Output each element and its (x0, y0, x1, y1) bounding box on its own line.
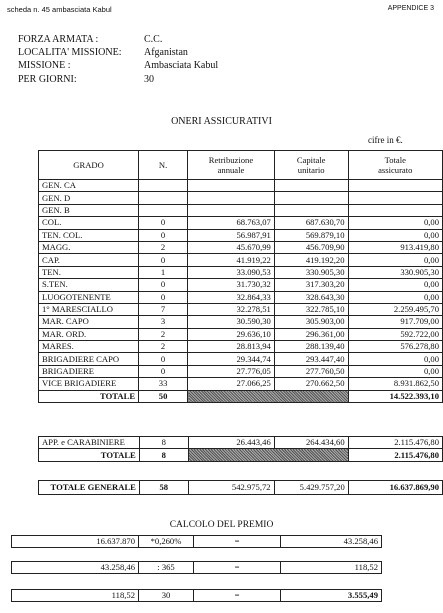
capital-cell: 277.760,50 (274, 365, 348, 377)
info-label-localita: LOCALITA' MISSIONE: (18, 47, 122, 58)
grand-total-table (38, 480, 443, 495)
table-row (39, 204, 443, 216)
premium-row-2 (11, 561, 382, 574)
retribution-cell: 41.919,22 (188, 254, 275, 266)
grand-total-row (39, 481, 443, 495)
n-cell: 2 (139, 341, 188, 353)
table-row (39, 328, 443, 340)
section-title: ONERI ASSICURATIVI (171, 116, 272, 127)
grade-cell: BRIGADIERE CAPO (39, 353, 139, 365)
total-cell: 0,00 (348, 229, 443, 241)
info-value-giorni: 30 (144, 74, 154, 85)
grade-cell: VICE BRIGADIERE (39, 378, 139, 390)
totale-amount: 14.522.393,10 (348, 390, 443, 402)
n-cell: 0 (139, 254, 188, 266)
retribution-cell: 32.864,33 (188, 291, 275, 303)
grand-total-label: TOTALE GENERALE (39, 481, 140, 495)
total-cell: 0,00 (348, 254, 443, 266)
premium-annual: 43.258,46 (12, 562, 139, 574)
capital-cell: 264.434,60 (274, 437, 348, 449)
total-cell: 2.115.476,80 (348, 437, 442, 449)
grade-cell: MAGG. (39, 241, 139, 253)
retribution-cell: 27.776,05 (188, 365, 275, 377)
totale-row (39, 390, 443, 402)
total-cell (348, 192, 443, 204)
premium-total: 3.555,49 (281, 590, 382, 602)
capital-cell: 687.630,70 (274, 217, 348, 229)
n-cell: 2 (139, 328, 188, 340)
insurance-table (38, 150, 443, 403)
total-cell: 917.709,00 (348, 316, 443, 328)
table-row (39, 437, 443, 449)
capital-cell: 270.662,50 (274, 378, 348, 390)
grand-total-n: 58 (139, 481, 188, 495)
table-row (39, 279, 443, 291)
table-row (39, 291, 443, 303)
totale-amount: 2.115.476,80 (348, 449, 442, 461)
total-cell: 0,00 (348, 217, 443, 229)
total-cell: 8.931.862,50 (348, 378, 443, 390)
capital-cell: 317.303,20 (274, 279, 348, 291)
total-cell: 2.259.495,70 (348, 303, 443, 315)
carabinieri-table (38, 436, 443, 462)
grade-cell: 1° MARESCIALLO (39, 303, 139, 315)
table-row (39, 341, 443, 353)
total-cell: 330.905,30 (348, 266, 443, 278)
retribution-cell (188, 180, 275, 192)
grade-cell: BRIGADIERE (39, 365, 139, 377)
grade-cell: S.TEN. (39, 279, 139, 291)
carabinieri-totale-row (39, 449, 443, 461)
premium-base: 16.637.870 (12, 536, 139, 548)
capital-cell: 305.903,00 (274, 316, 348, 328)
retribution-cell: 26.443,46 (188, 437, 274, 449)
table-row (39, 316, 443, 328)
grade-cell: GEN. D (39, 192, 139, 204)
n-cell (139, 192, 188, 204)
capital-cell: 569.879,10 (274, 229, 348, 241)
table-row (39, 378, 443, 390)
currency-unit: cifre in €. (368, 135, 403, 145)
retribution-cell: 28.813,94 (188, 341, 275, 353)
retribution-cell: 56.987,91 (188, 229, 275, 241)
total-cell: 0,00 (348, 279, 443, 291)
retribution-cell: 45.670,99 (188, 241, 275, 253)
grade-cell: COL. (39, 217, 139, 229)
n-cell: 0 (139, 217, 188, 229)
equals-sign: = (194, 536, 281, 548)
grade-cell: MARES. (39, 341, 139, 353)
capital-cell: 293.447,40 (274, 353, 348, 365)
table-row (39, 353, 443, 365)
grand-total-capital: 5.429.757,20 (274, 481, 348, 495)
table-row (39, 217, 443, 229)
total-cell: 592.722,00 (348, 328, 443, 340)
n-cell: 1 (139, 266, 188, 278)
premium-days: 30 (139, 590, 194, 602)
total-cell: 0,00 (348, 291, 443, 303)
premium-row-1 (11, 535, 382, 548)
premium-daily-value: 118,52 (12, 590, 139, 602)
retribution-cell: 29.636,10 (188, 328, 275, 340)
equals-sign: = (194, 562, 281, 574)
retribution-cell: 68.763,07 (188, 217, 275, 229)
grand-total-amount: 16.637.869,90 (348, 481, 442, 495)
n-cell (139, 204, 188, 216)
appendix-label: APPENDICE 3 (387, 5, 434, 12)
totale-n: 8 (139, 449, 188, 461)
table-row (39, 303, 443, 315)
capital-cell (274, 192, 348, 204)
premium-result: 43.258,46 (281, 536, 382, 548)
table-row (39, 365, 443, 377)
table-row (39, 180, 443, 192)
retribution-cell: 30.590,30 (188, 316, 275, 328)
n-cell: 0 (139, 279, 188, 291)
total-cell: 0,00 (348, 353, 443, 365)
grand-total-retribution: 542.975,72 (188, 481, 274, 495)
capital-cell (274, 180, 348, 192)
table-row (39, 254, 443, 266)
premium-rate: *0,260% (139, 536, 194, 548)
info-value-forza-armata: C.C. (144, 34, 163, 45)
grade-cell: LUOGOTENENTE (39, 291, 139, 303)
table-row (39, 192, 443, 204)
n-cell: 7 (139, 303, 188, 315)
capital-cell: 330.905,30 (274, 266, 348, 278)
retribution-cell: 27.066,25 (188, 378, 275, 390)
n-cell: 0 (139, 229, 188, 241)
table-row (39, 266, 443, 278)
n-cell (139, 180, 188, 192)
grade-cell: GEN. B (39, 204, 139, 216)
totale-n: 50 (139, 390, 188, 402)
document-reference: scheda n. 45 ambasciata Kabul (7, 5, 112, 14)
retribution-cell: 29.344,74 (188, 353, 275, 365)
total-cell (348, 204, 443, 216)
header-n: N. (139, 151, 188, 180)
capital-cell: 456.709,90 (274, 241, 348, 253)
n-cell: 0 (139, 353, 188, 365)
premium-divisor: : 365 (139, 562, 194, 574)
info-label-forza-armata: FORZA ARMATA : (18, 34, 99, 45)
total-cell: 0,00 (348, 365, 443, 377)
n-cell: 33 (139, 378, 188, 390)
retribution-cell (188, 204, 275, 216)
capital-cell (274, 204, 348, 216)
retribution-cell: 31.730,32 (188, 279, 275, 291)
retribution-cell (188, 192, 275, 204)
retribution-cell: 33.090,53 (188, 266, 275, 278)
header-capitale: Capitale unitario (274, 151, 348, 180)
capital-cell: 322.785,10 (274, 303, 348, 315)
premium-daily: 118,52 (281, 562, 382, 574)
grade-cell: MAR. CAPO (39, 316, 139, 328)
premium-title: CALCOLO DEL PREMIO (169, 520, 274, 530)
capital-cell: 419.192,20 (274, 254, 348, 266)
totale-label: TOTALE (39, 449, 140, 461)
info-value-localita: Afganistan (144, 47, 188, 58)
premium-row-3 (11, 589, 382, 602)
table-row (39, 229, 443, 241)
grade-cell: GEN. CA (39, 180, 139, 192)
n-cell: 0 (139, 291, 188, 303)
total-cell: 576.278,80 (348, 341, 443, 353)
grade-cell: TEN. COL. (39, 229, 139, 241)
grade-cell: MAR. ORD. (39, 328, 139, 340)
grade-cell: APP. e CARABINIERE (39, 437, 140, 449)
capital-cell: 288.139,40 (274, 341, 348, 353)
grade-cell: CAP. (39, 254, 139, 266)
retribution-cell: 32.278,51 (188, 303, 275, 315)
n-cell: 2 (139, 241, 188, 253)
info-value-missione: Ambasciata Kabul (144, 60, 219, 71)
equals-sign: = (194, 590, 281, 602)
total-cell (348, 180, 443, 192)
grade-cell: TEN. (39, 266, 139, 278)
info-label-missione: MISSIONE : (18, 60, 71, 71)
capital-cell: 328.643,30 (274, 291, 348, 303)
n-cell: 0 (139, 365, 188, 377)
n-cell: 8 (139, 437, 188, 449)
header-totale: Totale assicurato (348, 151, 443, 180)
header-retribuzione: Retribuzione annuale (188, 151, 275, 180)
capital-cell: 296.361,00 (274, 328, 348, 340)
total-cell: 913.419,80 (348, 241, 443, 253)
shaded-cell (188, 449, 348, 461)
shaded-cell (188, 390, 348, 402)
table-row (39, 241, 443, 253)
info-label-giorni: PER GIORNI: (18, 74, 77, 85)
header-grado: GRADO (39, 151, 139, 180)
n-cell: 3 (139, 316, 188, 328)
totale-label: TOTALE (39, 390, 139, 402)
